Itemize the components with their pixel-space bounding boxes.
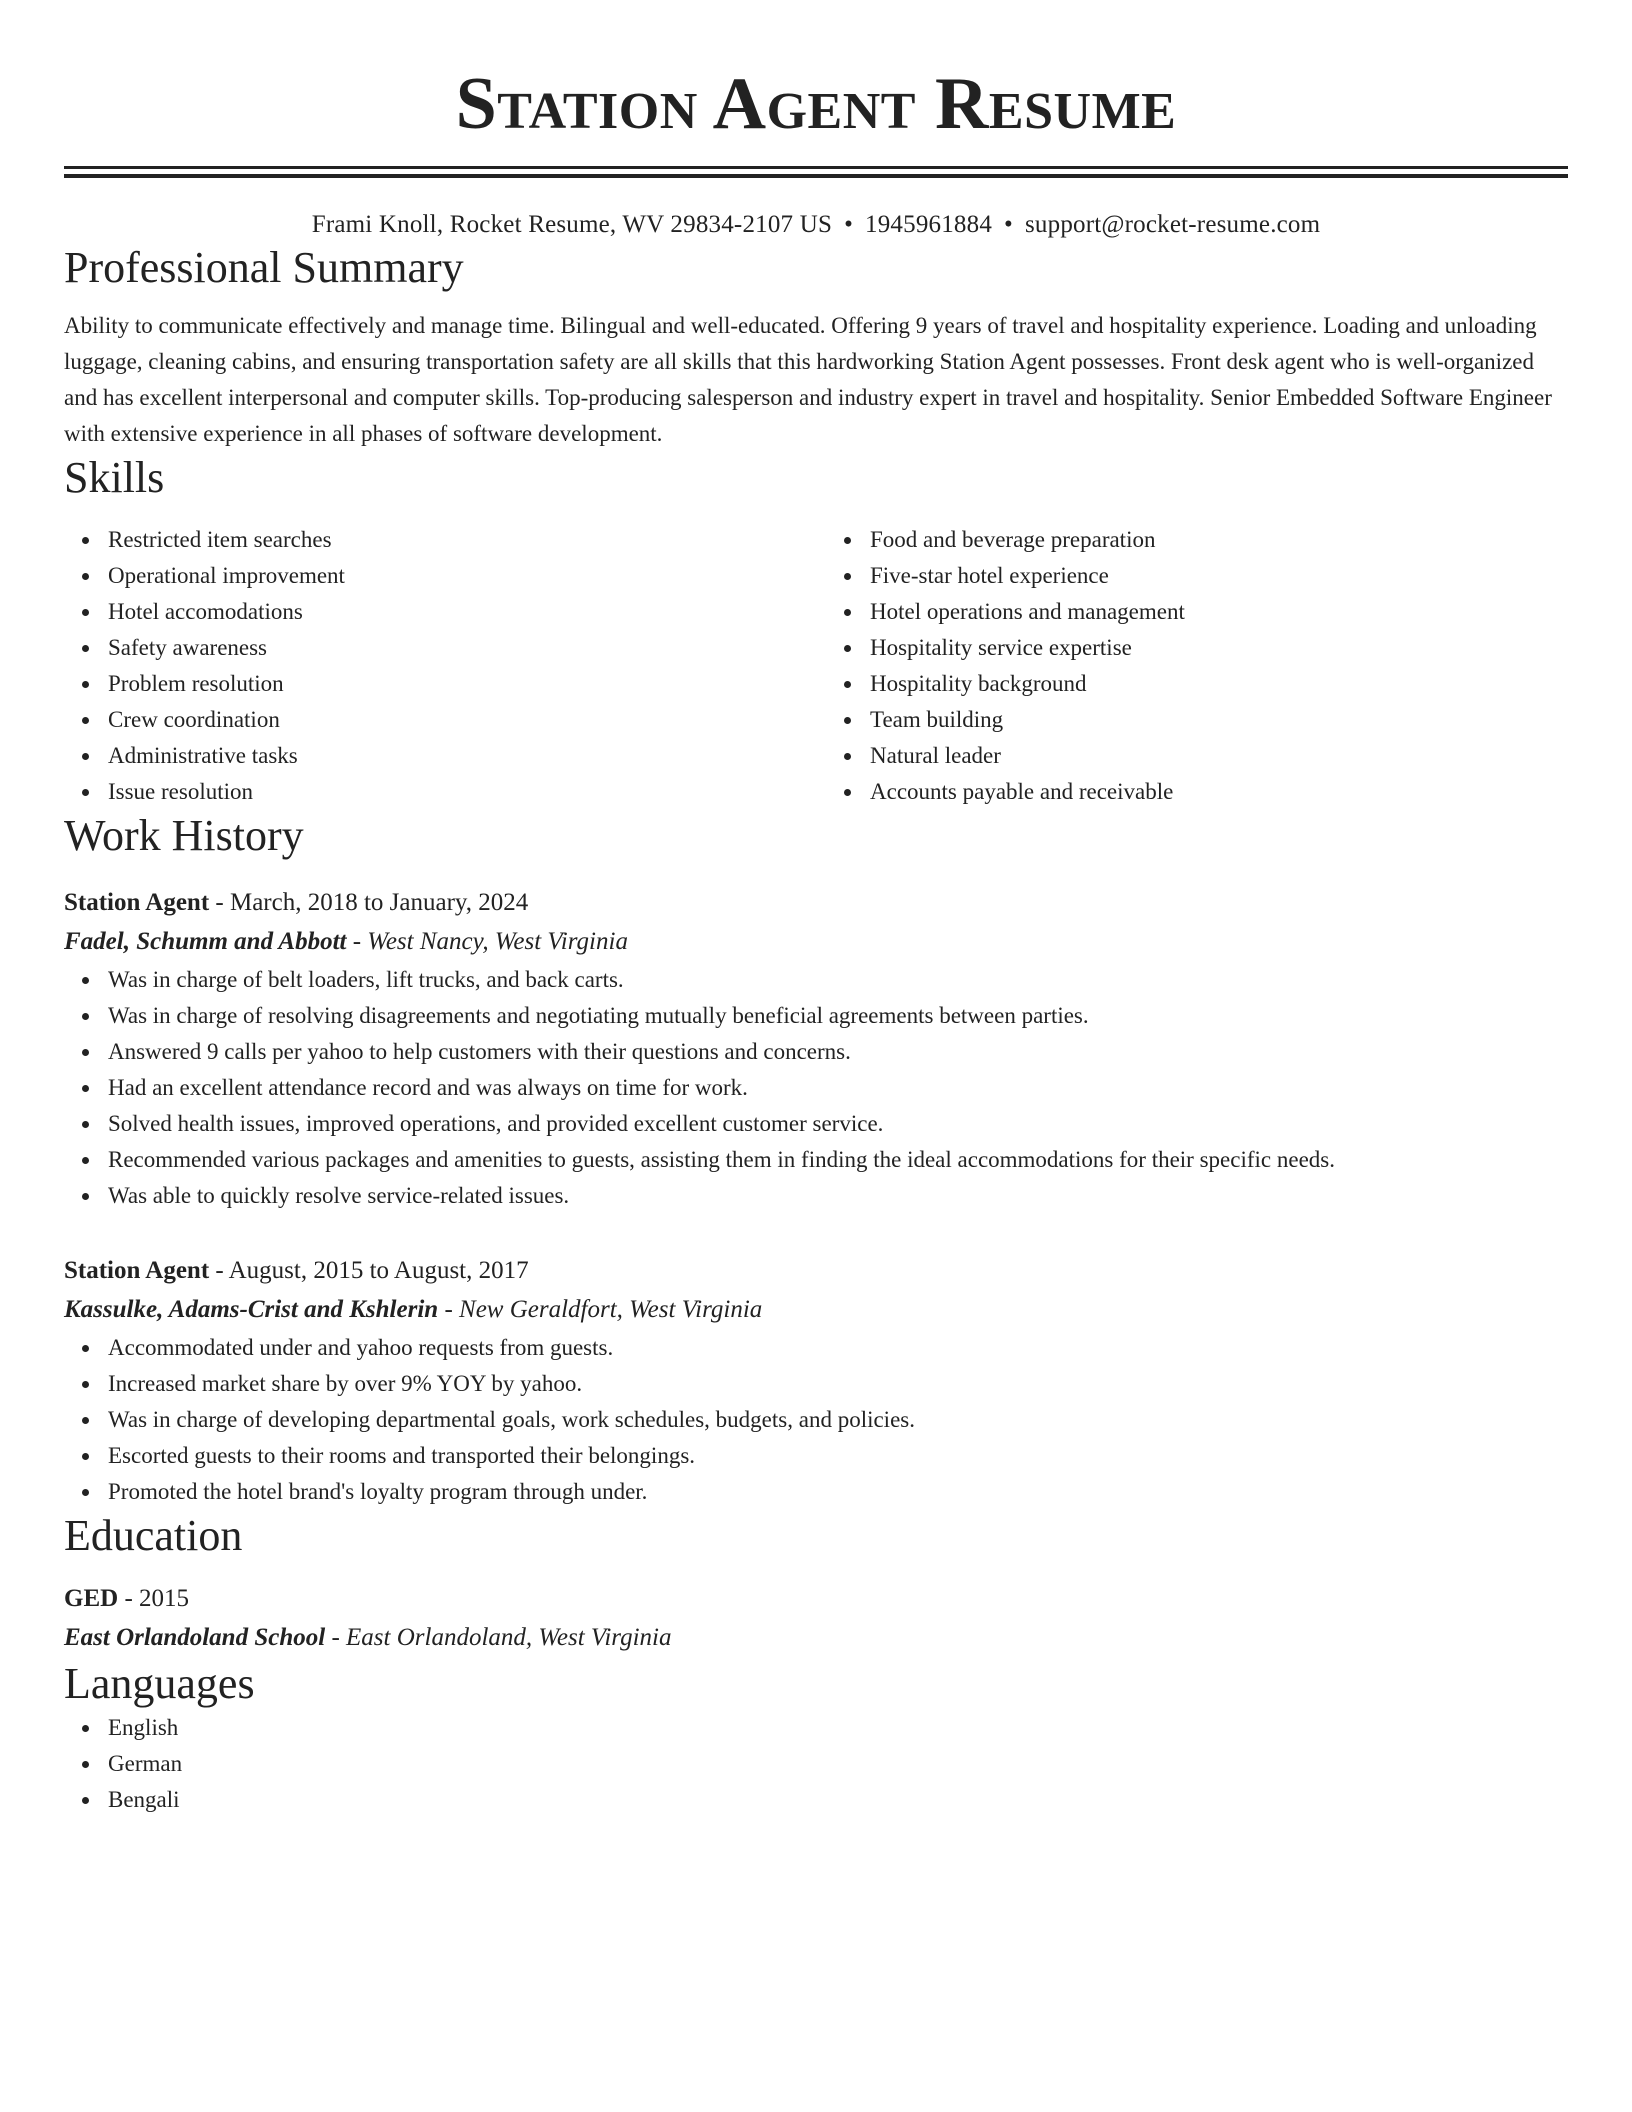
skill-item: Administrative tasks	[108, 738, 806, 774]
company-header	[64, 1290, 1568, 1330]
contact-info	[64, 208, 1568, 242]
skills-column-right	[806, 522, 1568, 810]
job-title: Station Agent	[64, 889, 210, 916]
company-location: - New Geraldfort, West Virginia	[438, 1296, 763, 1323]
contact-phone: 1945961884	[865, 211, 993, 238]
job-duties	[64, 1330, 1568, 1510]
school-name: East Orlandoland School	[64, 1624, 326, 1651]
title-divider-bottom	[64, 174, 1568, 178]
skill-item: Operational improvement	[108, 558, 806, 594]
skill-item: Safety awareness	[108, 630, 806, 666]
duty-item: Increased market share by over 9% YOY by yahoo.	[108, 1366, 1568, 1402]
skill-item: Five-star hotel experience	[870, 558, 1568, 594]
skill-item: Hotel operations and management	[870, 594, 1568, 630]
job-header	[64, 884, 1568, 922]
resume-page	[64, 0, 1568, 1818]
summary-text: Ability to communicate effectively and manage time. Bilingual and well-educated. Offering 9 years of travel and hospitality experience. Loading and unloading luggage, cleaning cabins, and ensuring transportation safety are all skills that this hardworking Station Agent possesses. Front desk agent who is well-organized and has excellent interpersonal and computer skills. Top-producing salesperson and industry expert in travel and hospitality. Senior Embedded Software Engineer with extensive experience in all phases of software development.	[64, 313, 1552, 446]
duty-item: Recommended various packages and amenities to guests, assisting them in finding the ideal accommodations for their specific needs.	[108, 1142, 1568, 1178]
language-item: Bengali	[108, 1782, 1568, 1818]
skill-item: Accounts payable and receivable	[870, 774, 1568, 810]
duty-item: Accommodated under and yahoo requests from guests.	[108, 1330, 1568, 1366]
education-entry	[64, 1580, 1568, 1658]
language-item: German	[108, 1746, 1568, 1782]
skills-heading: Skills	[64, 453, 165, 502]
skill-item: Team building	[870, 702, 1568, 738]
language-item: English	[108, 1710, 1568, 1746]
skill-item: Food and beverage preparation	[870, 522, 1568, 558]
company-location: - West Nancy, West Virginia	[346, 928, 628, 955]
skill-item: Hotel accomodations	[108, 594, 806, 630]
school-line	[64, 1618, 1568, 1658]
resume-title: Station Agent Resume	[455, 63, 1177, 145]
company-name: Kassulke, Adams-Crist and Kshlerin	[64, 1296, 439, 1323]
company-header	[64, 922, 1568, 962]
job-entry	[64, 1252, 1568, 1510]
job-entry	[64, 884, 1568, 1214]
skills-list	[64, 522, 1568, 810]
job-dates: - March, 2018 to January, 2024	[209, 889, 529, 916]
duty-item: Escorted guests to their rooms and transported their belongings.	[108, 1438, 1568, 1474]
duty-item: Was in charge of developing departmental goals, work schedules, budgets, and policies.	[108, 1402, 1568, 1438]
job-duties	[64, 962, 1568, 1214]
skill-item: Hospitality background	[870, 666, 1568, 702]
degree-year: - 2015	[118, 1585, 190, 1612]
contact-email: support@rocket-resume.com	[1024, 211, 1321, 238]
education-heading: Education	[64, 1511, 243, 1560]
summary-heading: Professional Summary	[64, 243, 464, 292]
skill-item: Issue resolution	[108, 774, 806, 810]
contact-address: Frami Knoll, Rocket Resume, WV 29834-2107 US	[311, 211, 833, 238]
duty-item: Solved health issues, improved operations, and provided excellent customer service.	[108, 1106, 1568, 1142]
languages-list	[64, 1710, 1568, 1818]
skills-column-left	[64, 522, 806, 810]
contact-separator: •	[844, 211, 854, 238]
degree-line	[64, 1580, 1568, 1618]
skill-item: Problem resolution	[108, 666, 806, 702]
skill-item: Crew coordination	[108, 702, 806, 738]
duty-item: Had an excellent attendance record and was always on time for work.	[108, 1070, 1568, 1106]
duty-item: Was able to quickly resolve service-related issues.	[108, 1178, 1568, 1214]
duty-item: Promoted the hotel brand's loyalty program through under.	[108, 1474, 1568, 1510]
degree-name: GED	[64, 1585, 119, 1612]
skill-item: Hospitality service expertise	[870, 630, 1568, 666]
duty-item: Answered 9 calls per yahoo to help customers with their questions and concerns.	[108, 1034, 1568, 1070]
title-divider-top	[64, 166, 1568, 169]
job-dates: - August, 2015 to August, 2017	[209, 1257, 529, 1284]
skill-item: Natural leader	[870, 738, 1568, 774]
duty-item: Was in charge of belt loaders, lift trucks, and back carts.	[108, 962, 1568, 998]
skill-item: Restricted item searches	[108, 522, 806, 558]
job-title: Station Agent	[64, 1257, 210, 1284]
duty-item: Was in charge of resolving disagreements and negotiating mutually beneficial agreements between parties.	[108, 998, 1568, 1034]
job-header	[64, 1252, 1568, 1290]
work-history-heading: Work History	[64, 811, 304, 860]
languages-heading: Languages	[64, 1659, 255, 1708]
school-location: - East Orlandoland, West Virginia	[325, 1624, 672, 1651]
contact-separator: •	[1004, 211, 1013, 238]
company-name: Fadel, Schumm and Abbott	[64, 928, 347, 955]
